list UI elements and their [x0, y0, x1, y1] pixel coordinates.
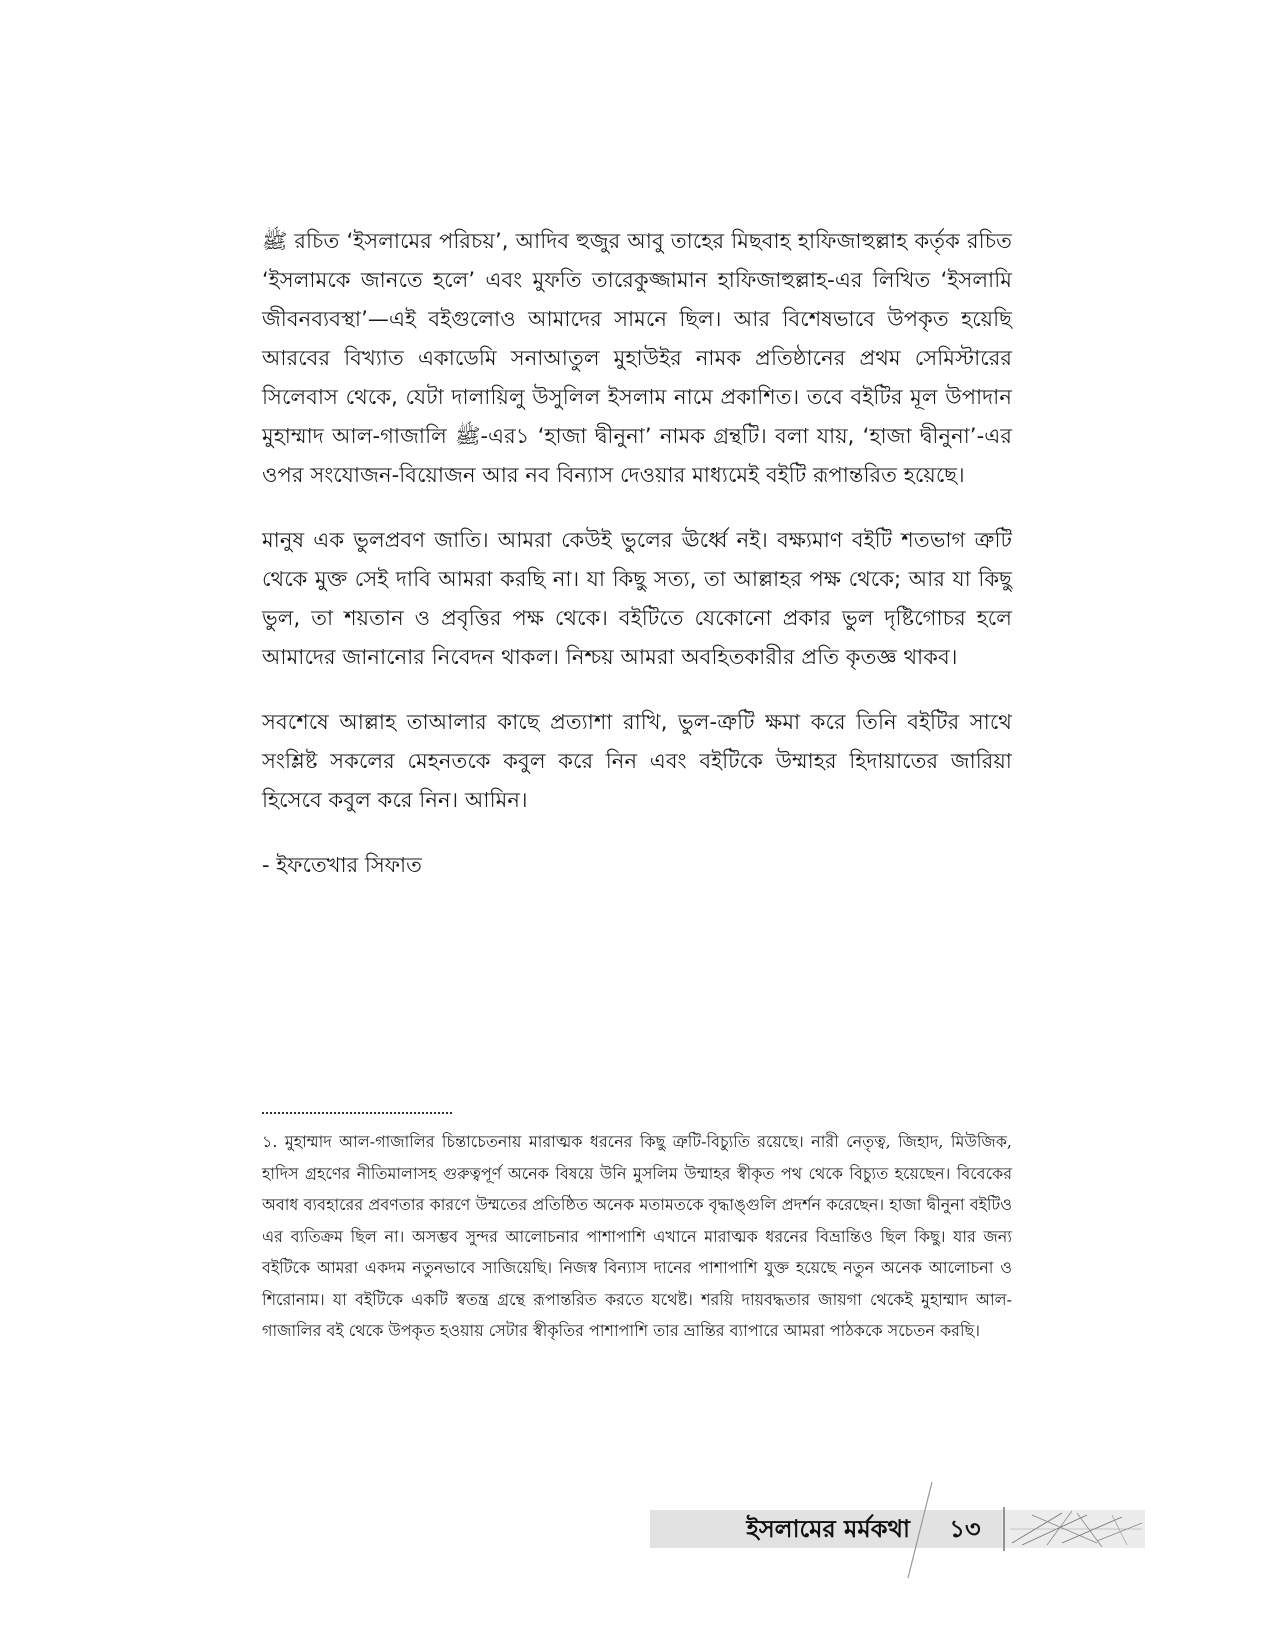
paragraph-errors: মানুষ এক ভুলপ্রবণ জাতি। আমরা কেউই ভুলের ঊর্ধ্বে নই। বক্ষ্যমাণ বইটি শতভাগ ত্রুটি থেকে মুক্ত সেই দাবি আমরা করছি না। যা কিছু সত্য, তা আল্লাহর পক্ষ থেকে; আর যা কিছু ভুল, তা শয়তান ও প্রবৃত্তির পক্ষ থেকে। বইটিতে যেকোনো প্রকার ভুল দৃষ্টিগোচর হলে আমাদের জানানোর নিবেদন থাকল। নিশ্চয় আমরা অবহিতকারীর প্রতি কৃতজ্ঞ থাকব।	[262, 528, 1012, 669]
page-number: ১৩	[949, 1515, 981, 1543]
paragraph-sources: ﷺ রচিত ‘ইসলামের পরিচয়’, আদিব হুজুর আবু তাহের মিছবাহ হাফিজাহুল্লাহ কর্তৃক রচিত ‘ইসলামকে জানতে হলে’ এবং মুফতি তারেকুজ্জামান হাফিজাহুল্লাহ-এর লিখিত ‘ইসলামি জীবনব্যবস্থা’—এই বইগুলোও আমাদের সামনে ছিল। আর বিশেষভাবে উপকৃত হয়েছি আরবের বিখ্যাত একাডেমি সনাআতুল মুহাউইর নামক প্রতিষ্ঠানের প্রথম সেমিস্টারের সিলেবাস থেকে, যেটা দালায়িলু উসুলিল ইসলাম নামে প্রকাশিত। তবে বইটির মূল উপাদান মুহাম্মাদ আল-গাজালি ﷺ-এর১ ‘হাজা দ্বীনুনা’ নামক গ্রন্থটি। বলা যায়, ‘হাজা দ্বীনুনা’-এর ওপর সংযোজন-বিয়োজন আর নব বিন্যাস দেওয়ার মাধ্যমেই বইটি রূপান্তরিত হয়েছে।	[262, 229, 1012, 487]
main-text	[262, 222, 1012, 885]
footnote-divider	[262, 1112, 452, 1114]
paragraph-closing-prayer: সবশেষে আল্লাহ তাআলার কাছে প্রত্যাশা রাখি, ভুল-ত্রুটি ক্ষমা করে তিনি বইটির সাথে সংশ্লিষ্ট সকলের মেহনতকে কবুল করে নিন এবং বইটিকে উম্মাহর হিদায়াতের জারিয়া হিসেবে কবুল করে নিন। আমিন।	[262, 710, 1012, 812]
author-signature: - ইফতেখার সিফাত	[262, 853, 422, 877]
running-title: ইসলামের মর্মকথা	[746, 1515, 910, 1543]
footer-ornament-icon	[1002, 1503, 1145, 1555]
footnote-1: ১. মুহাম্মাদ আল-গাজালির চিন্তাচেতনায় মারাত্মক ধরনের কিছু ত্রুটি-বিচ্যুতি রয়েছে। নারী নেতৃত্ব, জিহাদ, মিউজিক, হাদিস গ্রহণের নীতিমালাসহ গুরুত্বপূর্ণ অনেক বিষয়ে উনি মুসলিম উম্মাহর স্বীকৃত পথ থেকে বিচ্যুত হয়েছেন। বিবেকের অবাধ ব্যবহারের প্রবণতার কারণে উম্মতের প্রতিষ্ঠিত অনেক মতামতকে বৃদ্ধাঙ্গুলি প্রদর্শন করেছেন। হাজা দ্বীনুনা বইটিও এর ব্যতিক্রম ছিল না। অসম্ভব সুন্দর আলোচনার পাশাপাশি এখানে মারাত্মক ধরনের বিভ্রান্তিও ছিল কিছু। যার জন্য বইটিকে আমরা একদম নতুনভাবে সাজিয়েছি। নিজস্ব বিন্যাস দানের পাশাপাশি যুক্ত হয়েছে নতুন অনেক আলোচনা ও শিরোনাম। যা বইটিকে একটি স্বতন্ত্র গ্রন্থে রূপান্তরিত করতে যথেষ্ট। শরয়ি দায়বদ্ধতার জায়গা থেকেই মুহাম্মাদ আল-গাজালির বই থেকে উপকৃত হওয়ায় সেটার স্বীকৃতির পাশাপাশি তার ভ্রান্তির ব্যাপারে আমরা পাঠককে সচেতন করছি।	[262, 1132, 1012, 1340]
footer-separator-slash	[900, 1480, 940, 1580]
